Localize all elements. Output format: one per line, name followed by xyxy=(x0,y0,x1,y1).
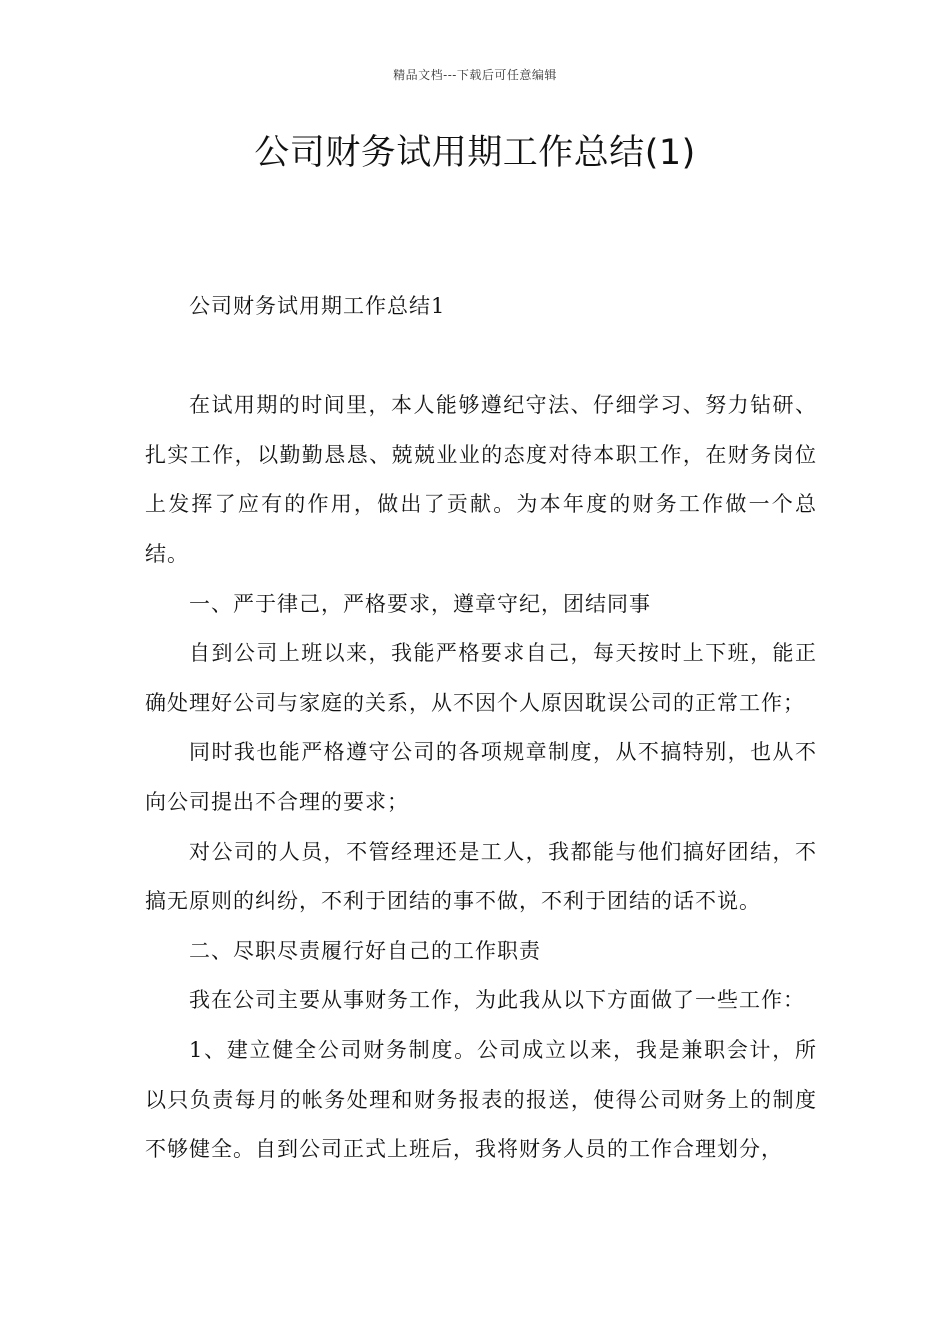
document-subtitle: 公司财务试用期工作总结1 xyxy=(189,294,446,318)
document-body xyxy=(145,282,817,1175)
paragraph-intro: 在试用期的时间里，本人能够遵纪守法、仔细学习、努力钻研、扎实工作，以勤勤恳恳、兢兢业业的态度对待本职工作，在财务岗位上发挥了应有的作用，做出了贡献。为本年度的财务工作做一个总结。 xyxy=(145,393,817,566)
header-note: 精品文档---下载后可任意编辑 xyxy=(393,68,557,82)
paragraph: 对公司的人员，不管经理还是工人，我都能与他们搞好团结，不搞无原则的纠纷，不利于团结的事不做，不利于团结的话不说。 xyxy=(145,839,817,914)
document-title: 公司财务试用期工作总结(1) xyxy=(254,133,696,173)
paragraph: 我在公司主要从事财务工作，为此我从以下方面做了一些工作： xyxy=(189,988,805,1013)
paragraph: 同时我也能严格遵守公司的各项规章制度，从不搞特别，也从不向公司提出不合理的要求； xyxy=(145,740,817,814)
paragraph: 1、建立健全公司财务制度。公司成立以来，我是兼职会计，所以只负责每月的帐务处理和财务报表的报送，使得公司财务上的制度不够健全。自到公司正式上班后，我将财务人员的工作合理划分， xyxy=(145,1037,817,1162)
section-heading-1: 一、严于律己，严格要求，遵章守纪，团结同事 xyxy=(189,591,651,616)
paragraph: 自到公司上班以来，我能严格要求自己，每天按时上下班，能正确处理好公司与家庭的关系，从不因个人原因耽误公司的正常工作； xyxy=(145,641,817,715)
section-heading-2: 二、尽职尽责履行好自己的工作职责 xyxy=(189,938,541,963)
